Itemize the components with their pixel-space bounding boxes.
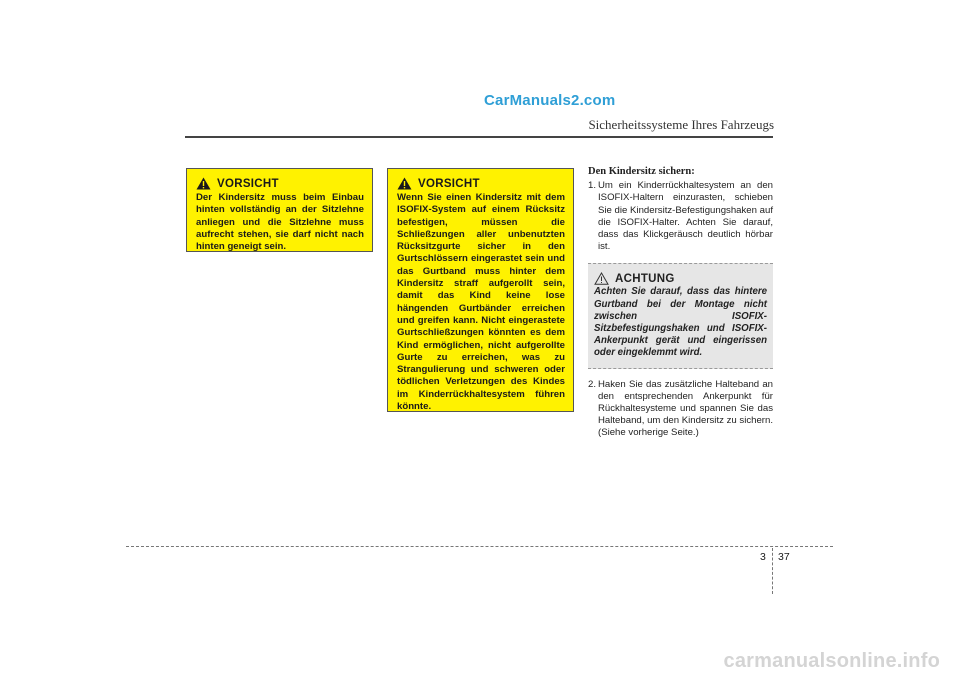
watermark-carmanuals2: CarManuals2.com: [484, 92, 616, 109]
achtung-title: ACHTUNG: [615, 272, 675, 285]
chapter-number: 3: [760, 551, 766, 563]
caution-text: Wenn Sie einen Kindersitz mit dem ISOFIX-System auf einem Rücksitz befestigen, müssen die Schließzungen aller unbenutzten Rücksitzgurte sicher in den Gurtschlössern eingerastet sein und das Gurtband muss hinter dem Kindersitz straff aufgerollt sein, damit das Kind keine lose hängenden Gurtbänder erreichen und greifen kann. Nicht eingerastete Gurtschließzungen könnten es dem Kind ermöglichen, nicht aufgerollte Gurte zu erreichen, was zu Strangulierung und schweren oder tödlichen Verletzungen des Kindes im Kinderrückhaltesystem führen könnte.: [397, 192, 565, 413]
step-number: 1.: [588, 180, 597, 192]
main-column: [588, 166, 773, 440]
step-number: 2.: [588, 378, 597, 390]
caution-title: VORSICHT: [418, 177, 480, 190]
section-title: Sicherheitssysteme Ihres Fahrzeugs: [588, 117, 774, 132]
page-number-separator: [772, 548, 773, 594]
achtung-box: [588, 263, 773, 368]
caution-title: VORSICHT: [217, 177, 279, 190]
warning-triangle-icon: [196, 177, 211, 190]
achtung-text: Achten Sie darauf, dass das hintere Gurtband bei der Montage nicht zwischen ISOFIX-Sitzbefestigungshaken und ISOFIX-Ankerpunkt gerät und eingerissen oder eingeklemmt wird.: [594, 286, 767, 359]
page-number: 37: [778, 551, 790, 563]
warning-triangle-icon: [397, 177, 412, 190]
footer-rule: [126, 546, 833, 547]
step-1: [588, 180, 773, 253]
step-text: Um ein Kinderrückhaltesystem an den ISOFIX-Haltern einzurasten, schieben Sie die Kindersitz-Befestigungshaken auf die ISOFIX-Halter. Achten Sie darauf, dass das Klickgeräusch deutlich hörbar ist.: [598, 180, 773, 253]
watermark-carmanualsonline: carmanualsonline.info: [723, 650, 940, 672]
caution-header: [397, 177, 565, 190]
step-text: Haken Sie das zusätzliche Halteband an den entsprechenden Ankerpunkt für Rückhaltesysteme und spannen Sie das Halteband, um den Kindersitz zu sichern. (Siehe vorherige Seite.): [598, 378, 773, 439]
caution-header: [196, 177, 364, 190]
caution-text: Der Kindersitz muss beim Einbau hinten vollständig an der Sitzlehne anliegen und die Sitzlehne muss aufrecht stehen, sie darf nicht nach hinten geneigt sein.: [196, 192, 364, 253]
subheading: Den Kindersitz sichern:: [588, 166, 695, 177]
warning-triangle-outline-icon: [594, 272, 609, 285]
step-2: [588, 379, 773, 440]
caution-box-2: [387, 168, 574, 412]
header-rule: [185, 136, 773, 138]
caution-box-1: [186, 168, 373, 252]
achtung-header: [594, 272, 767, 285]
